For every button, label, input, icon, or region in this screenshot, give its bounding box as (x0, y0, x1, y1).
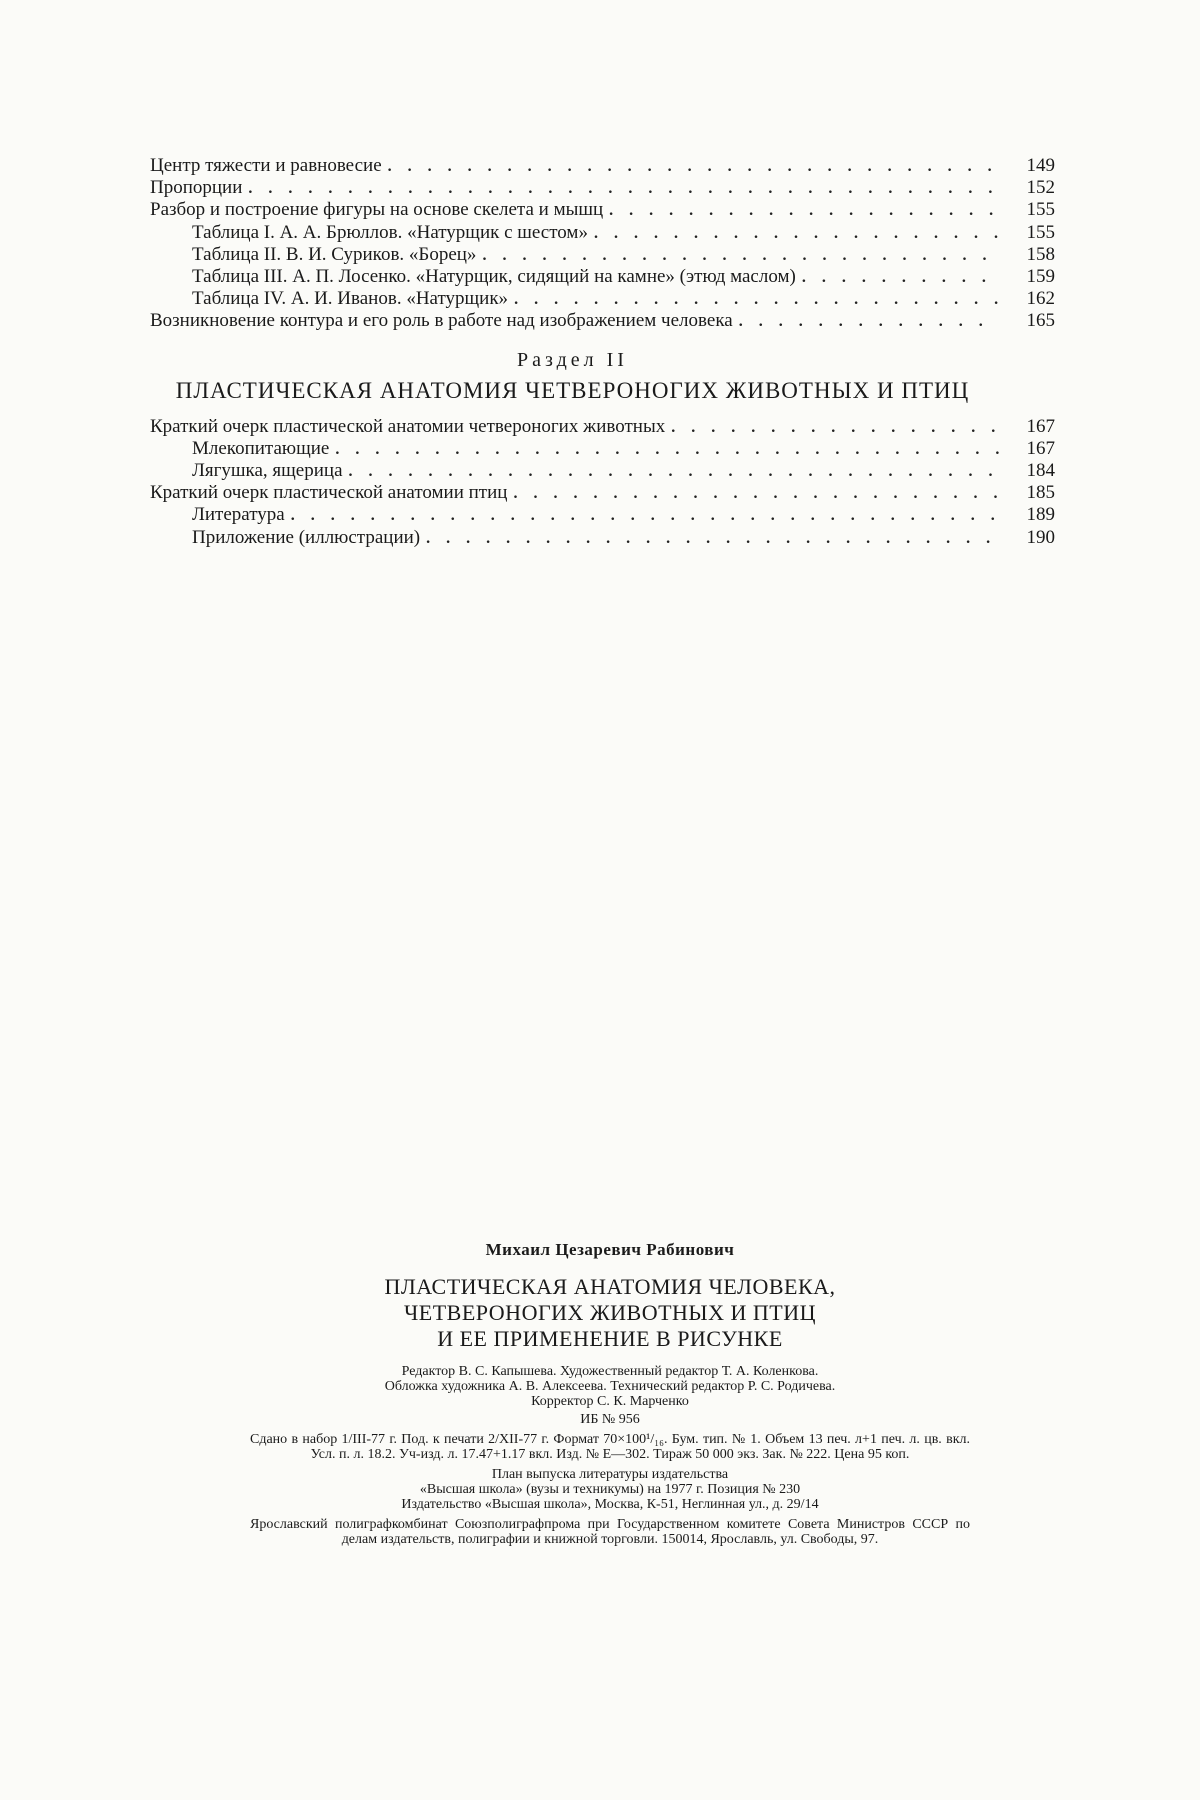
toc-entry (150, 482, 1055, 504)
toc-leader-dots (513, 483, 999, 504)
toc-entry-page: 165 (1026, 310, 1055, 332)
toc-leader-dots (594, 223, 999, 244)
section-title: ПЛАСТИЧЕСКАЯ АНАТОМИЯ ЧЕТВЕРОНОГИХ ЖИВОТНЫХ И ПТИЦ (175, 377, 970, 403)
toc-leader-dots (335, 439, 999, 460)
toc-entry-label: Приложение (иллюстрации) (192, 526, 421, 548)
toc-leader-dots (609, 200, 999, 221)
table-of-contents (150, 155, 1055, 549)
toc-entry (150, 310, 1055, 332)
toc-entry-label: Таблица IV. А. И. Иванов. «Натурщик» (192, 288, 509, 310)
toc-entry-label: Таблица I. А. А. Брюллов. «Натурщик с шестом» (192, 221, 588, 243)
toc-entry-page: 152 (1026, 177, 1055, 199)
toc-leader-dots (514, 289, 999, 310)
book-title-line: ЧЕТВЕРОНОГИХ ЖИВОТНЫХ И ПТИЦ (404, 1300, 816, 1325)
author-name: Михаил Цезаревич Рабинович (485, 1240, 735, 1259)
toc-leader-dots (671, 417, 999, 438)
toc-entry-page: 167 (1026, 437, 1055, 459)
printer-info: Ярославский полиграфкомбинат Союзполиграфпрома при Государственном комитете Совета Министров СССР по делам издательств, полиграфии и книжной торговли. 150014, Ярославль, ул. Свободы, 97. (250, 1517, 970, 1547)
toc-entry-label: Разбор и построение фигуры на основе скелета и мышц (150, 199, 604, 221)
toc-entry-page: 185 (1026, 482, 1055, 504)
toc-entry-label: Краткий очерк пластической анатомии четвероногих животных (150, 415, 666, 437)
toc-leader-dots (802, 267, 999, 288)
credits-line: Корректор С. К. Марченко (531, 1394, 689, 1409)
toc-part-1 (150, 155, 1055, 333)
toc-part-2 (150, 416, 1055, 549)
toc-entry (150, 244, 1055, 266)
toc-entry-label: Таблица II. В. И. Суриков. «Борец» (192, 243, 477, 265)
toc-entry (150, 416, 1055, 438)
colophon (250, 1240, 970, 1547)
toc-leader-dots (248, 178, 999, 199)
toc-entry (150, 288, 1055, 310)
toc-leader-dots (349, 461, 1000, 482)
plan-line: План выпуска литературы издательства (491, 1467, 729, 1482)
toc-entry-label: Лягушка, ящерица (192, 460, 343, 482)
toc-entry (150, 527, 1055, 549)
toc-entry-page: 167 (1026, 415, 1055, 437)
toc-entry-page: 155 (1026, 221, 1055, 243)
toc-entry (150, 177, 1055, 199)
toc-entry-page: 162 (1026, 288, 1055, 310)
toc-entry (150, 504, 1055, 526)
toc-entry-label: Таблица III. А. П. Лосенко. «Натурщик, сидящий на камне» (этюд маслом) (192, 266, 796, 288)
plan-line: Издательство «Высшая школа», Москва, К-51, Неглинная ул., д. 29/14 (401, 1497, 819, 1512)
plan-line: «Высшая школа» (вузы и техникумы) на 1977 г. Позиция № 230 (419, 1482, 801, 1497)
ib-number: ИБ № 956 (580, 1412, 640, 1427)
book-title-line: И ЕЕ ПРИМЕНЕНИЕ В РИСУНКЕ (437, 1326, 783, 1351)
toc-entry-page: 149 (1026, 155, 1055, 176)
toc-entry (150, 438, 1055, 460)
toc-entry-page: 155 (1026, 199, 1055, 221)
toc-entry (150, 155, 1055, 177)
toc-entry-label: Млекопитающие (192, 437, 330, 459)
toc-leader-dots (739, 311, 999, 332)
toc-entry-label: Краткий очерк пластической анатомии птиц (150, 482, 508, 504)
toc-entry-page: 189 (1026, 504, 1055, 526)
toc-leader-dots (291, 505, 999, 526)
publisher-plan (250, 1467, 970, 1512)
toc-entry-label: Центр тяжести и равновесие (150, 155, 382, 176)
section-heading: Раздел II (517, 348, 628, 371)
toc-entry (150, 199, 1055, 221)
book-title (250, 1274, 970, 1352)
book-title-line: ПЛАСТИЧЕСКАЯ АНАТОМИЯ ЧЕЛОВЕКА, (384, 1274, 836, 1299)
toc-entry-label: Возникновение контура и его роль в работе над изображением человека (150, 310, 733, 332)
toc-leader-dots (388, 156, 999, 177)
toc-entry-page: 190 (1026, 526, 1055, 548)
credits-line: Редактор В. С. Капышева. Художественный редактор Т. А. Коленкова. (401, 1364, 819, 1379)
credits (250, 1364, 970, 1427)
toc-entry-label: Литература (192, 504, 285, 526)
toc-entry (150, 222, 1055, 244)
toc-leader-dots (426, 528, 999, 549)
print-info: Сдано в набор 1/III-77 г. Под. к печати 2/XII-77 г. Формат 70×100¹/₁₆. Бум. тип. № 1. Объем 13 печ. л+1 печ. л. цв. вкл. Усл. п. л. 18.2. Уч-изд. л. 17.47+1.17 вкл. Изд. № Е—302. Тираж 50 000 экз. Зак. № 222. Цена 95 коп. (250, 1432, 970, 1462)
toc-leader-dots (482, 245, 999, 266)
toc-entry-label: Пропорции (150, 177, 243, 199)
toc-entry-page: 158 (1026, 243, 1055, 265)
toc-entry-page: 184 (1026, 460, 1055, 482)
toc-entry-page: 159 (1026, 266, 1055, 288)
credits-line: Обложка художника А. В. Алексеева. Технический редактор Р. С. Родичева. (384, 1379, 836, 1394)
toc-entry (150, 266, 1055, 288)
toc-entry (150, 460, 1055, 482)
